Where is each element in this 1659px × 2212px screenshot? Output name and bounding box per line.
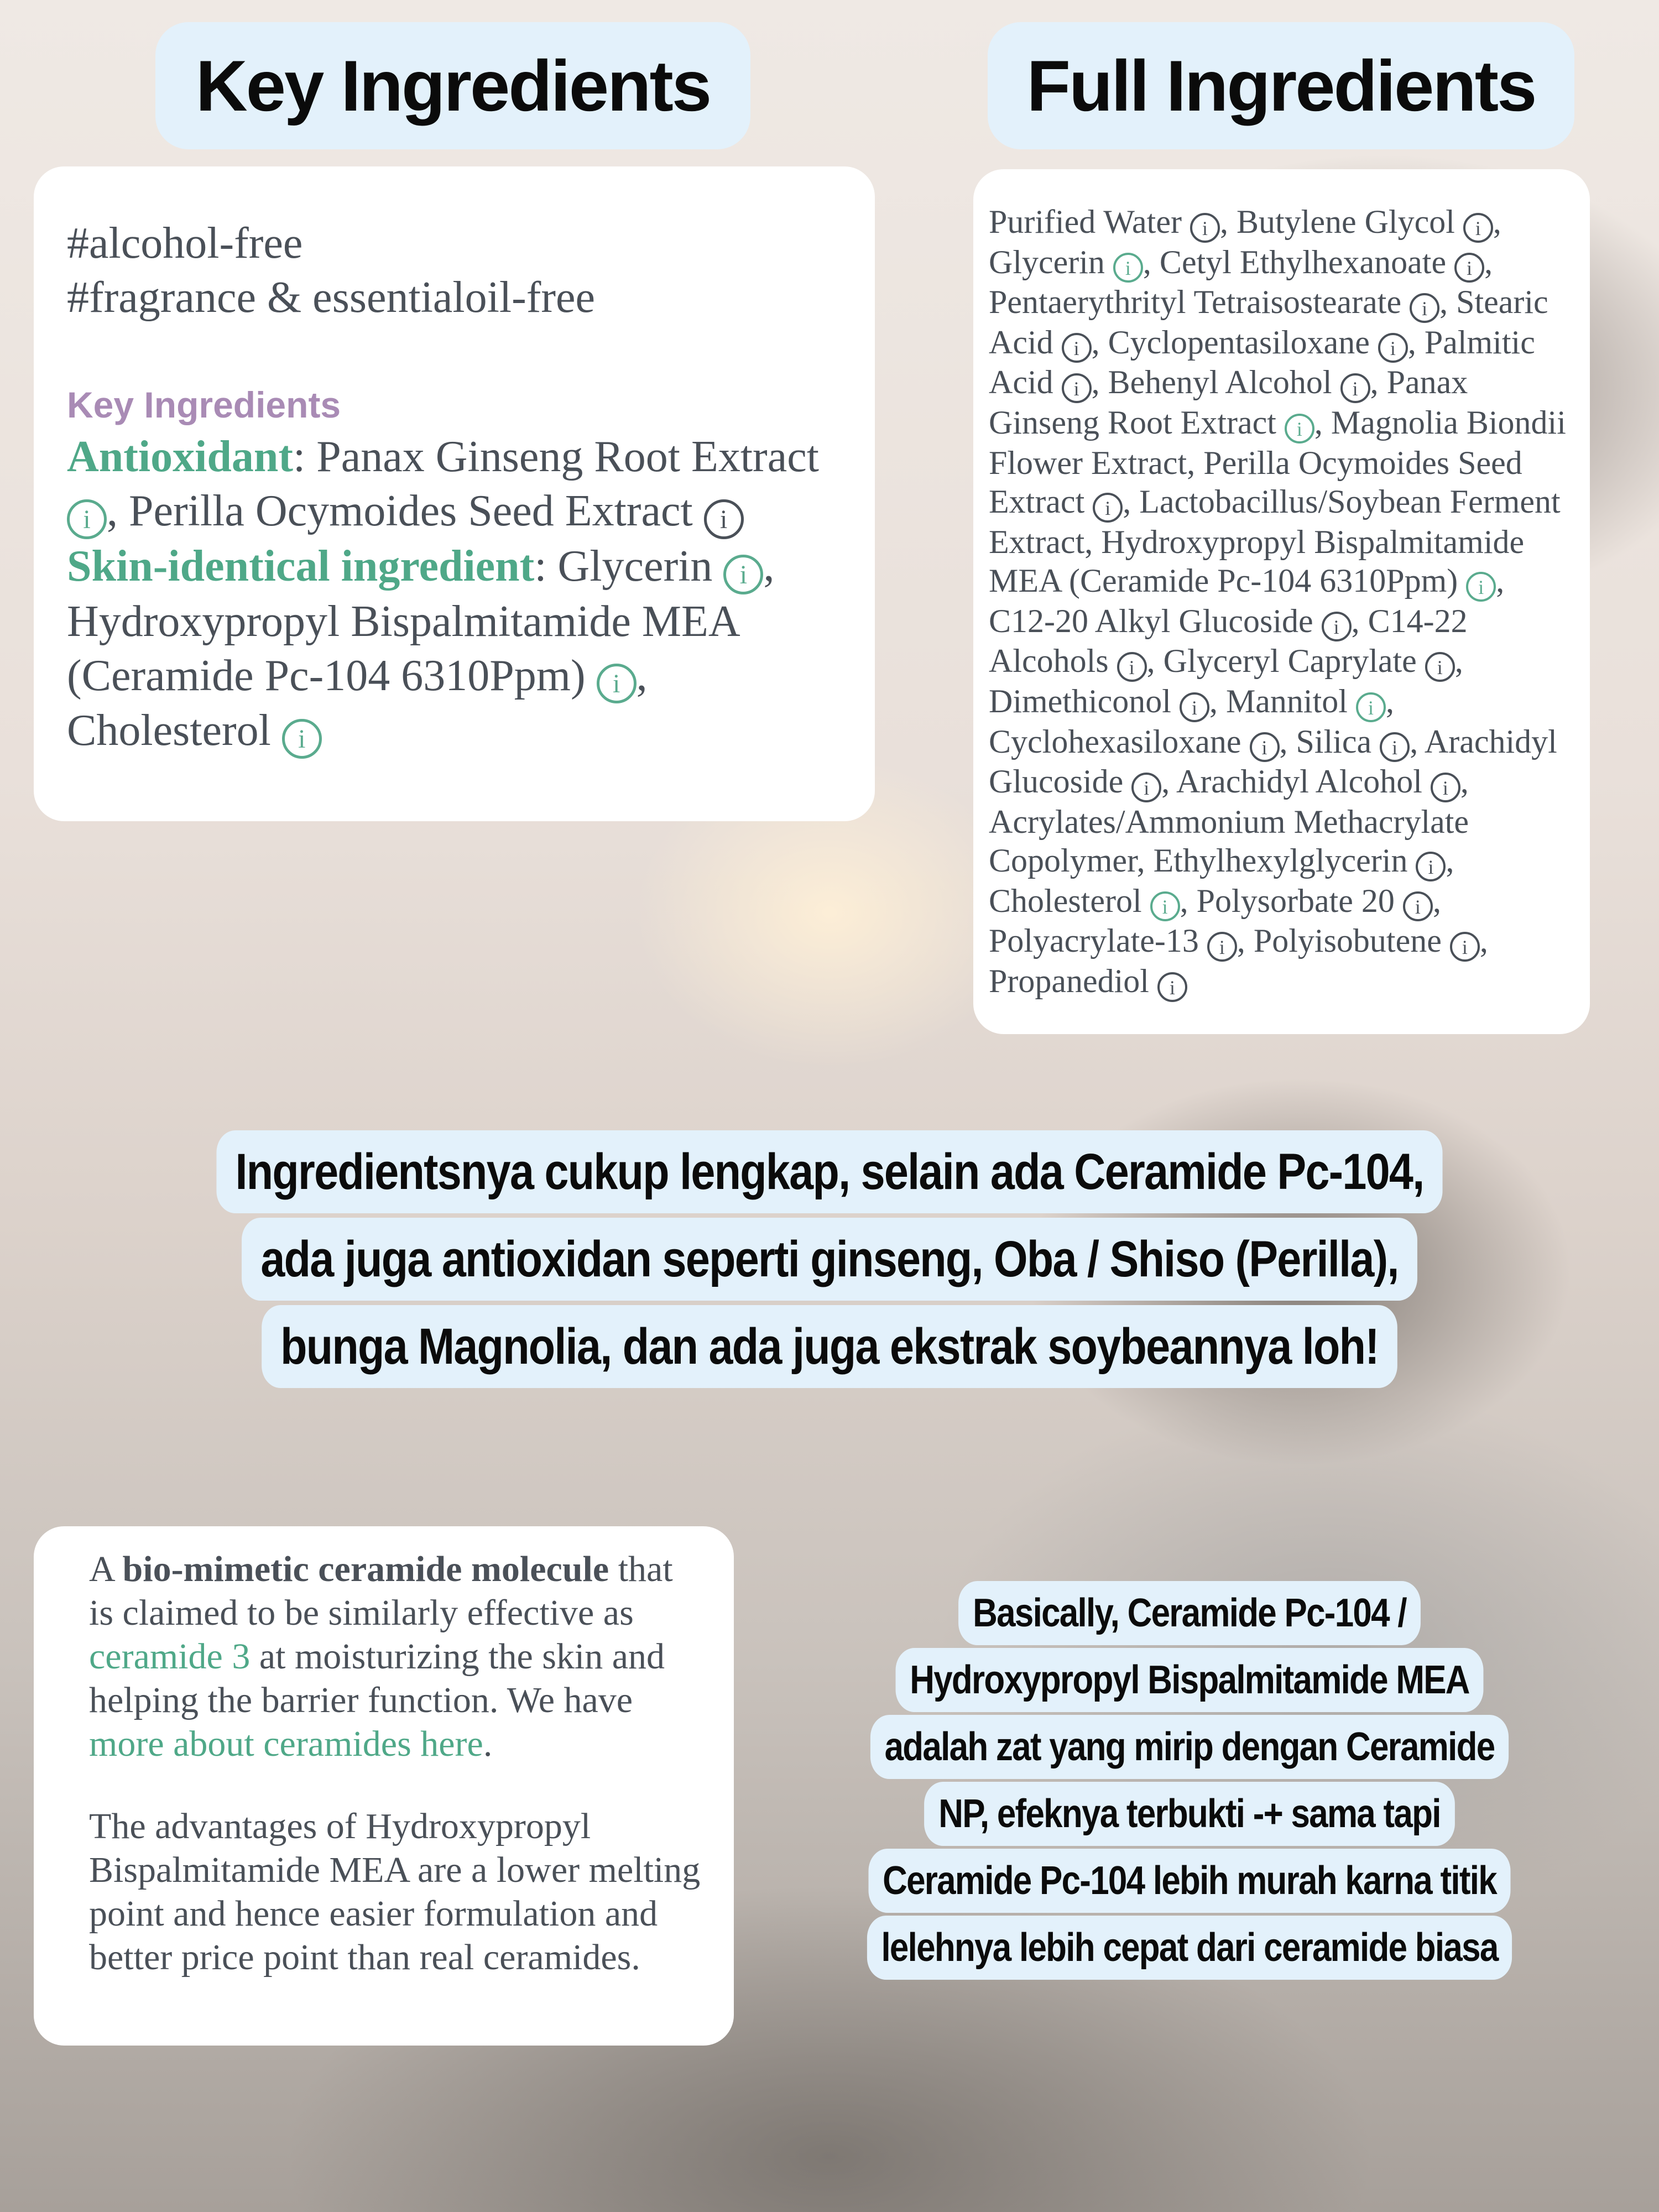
- antioxidant-group: Antioxidant: Panax Ginseng Root Extract i , Perilla Ocymoides Seed Extract i: [67, 430, 842, 539]
- full-ingredients-card: Purified Water i , Butylene Glycol i , Glycerin i , Cetyl Ethylhexanoate i , Pentaerythrityl Tetraisostearate i , Stearic Acid i , Cyclopentasiloxane i , Palmitic Acid i , Behenyl Alcohol i , Panax Ginseng Root Extract i , Magnolia Biondii Flower Extract, Perilla Ocymoides Seed Extract i , Lactobacillus/Soybean Ferment Extract, Hydroxypropyl Bispalmitamide MEA (Ceramide Pc-104 6310Ppm) i , C12-20 Alkyl Glucoside i , C14-22 Alcohols i , Glyceryl Caprylate i , Dimethiconol i , Mannitol i , Cyclohexasiloxane i , Silica i , Arachidyl Glucoside i , Arachidyl Alcohol i , Acrylates/Ammonium Methacrylate Copolymer, Ethylhexylglycerin i , Cholesterol i , Polysorbate 20 i , Polyacrylate-13 i , Polyisobutene i , Propanediol i: [973, 169, 1590, 1034]
- summary-banner: [116, 1128, 1543, 1390]
- ingredient-name: Silica: [1296, 723, 1372, 760]
- info-icon[interactable]: i: [1180, 692, 1209, 722]
- info-icon[interactable]: i: [1450, 932, 1480, 962]
- ingredient-name: Perilla Ocymoides Seed Extract: [989, 444, 1522, 520]
- ceramide-note: [816, 1580, 1563, 1981]
- info-icon[interactable]: i: [1340, 373, 1370, 403]
- info-icon[interactable]: i: [1356, 692, 1386, 722]
- info-icon[interactable]: i: [1466, 572, 1496, 602]
- ceramides-link[interactable]: more about ceramides here: [89, 1724, 483, 1764]
- full-ingredients-title: Full Ingredients: [988, 22, 1574, 149]
- note-line: Ceramide Pc-104 lebih murah karna titik: [868, 1849, 1510, 1913]
- note-line: Hydroxypropyl Bispalmitamide MEA: [895, 1648, 1483, 1712]
- info-icon[interactable]: i: [1378, 333, 1408, 363]
- info-icon[interactable]: i: [1380, 732, 1410, 762]
- section-label: Key Ingredients: [67, 384, 341, 425]
- key-ingredients-card: [34, 166, 875, 821]
- ingredient-name: Magnolia Biondii Flower Extract: [989, 404, 1566, 481]
- info-icon[interactable]: i: [1425, 652, 1455, 682]
- info-icon[interactable]: i: [597, 664, 637, 703]
- ingredient-name: Pentaerythrityl Tetraisostearate: [989, 284, 1402, 321]
- ingredient-name: Cholesterol: [67, 706, 271, 755]
- ingredient-name: Ethylhexylglycerin: [1153, 842, 1408, 879]
- ingredient-name: Palmitic Acid: [989, 324, 1535, 401]
- ingredient-name: Cyclohexasiloxane: [989, 723, 1241, 760]
- info-icon[interactable]: i: [1454, 253, 1484, 283]
- bold-text: bio-mimetic ceramide molecule: [122, 1549, 609, 1589]
- info-icon[interactable]: i: [704, 499, 744, 539]
- ingredient-name: Acrylates/Ammonium Methacrylate Copolymer: [989, 803, 1469, 879]
- description-paragraph: [89, 1547, 701, 1766]
- info-icon[interactable]: i: [1113, 253, 1143, 283]
- antioxidant-label: Antioxidant: [67, 432, 293, 481]
- info-icon[interactable]: i: [1062, 373, 1092, 403]
- ingredient-name: Glycerin: [557, 541, 713, 591]
- info-icon[interactable]: i: [1250, 732, 1280, 762]
- skin-identical-group: Skin-identical ingredient: Glycerin i , Hydroxypropyl Bispalmitamide MEA (Ceramide Pc-104 6310Ppm) i , Cholesterol i: [67, 539, 842, 759]
- ingredient-name: Hydroxypropyl Bispalmitamide MEA (Ceramide Pc-104 6310Ppm): [989, 523, 1525, 599]
- advantages-paragraph: The advantages of Hydroxypropyl Bispalmitamide MEA are a lower melting point and hence easier formulation and better price point than real ceramides.: [89, 1806, 701, 1978]
- info-icon[interactable]: i: [67, 499, 107, 539]
- info-icon[interactable]: i: [1207, 932, 1237, 962]
- ingredient-name: Stearic Acid: [989, 284, 1548, 361]
- info-icon[interactable]: i: [1157, 972, 1187, 1002]
- ingredient-name: Dimethiconol: [989, 682, 1171, 719]
- info-icon[interactable]: i: [1410, 293, 1439, 323]
- ingredient-name: Cholesterol: [989, 882, 1142, 919]
- ingredient-name: Mannitol: [1225, 682, 1348, 719]
- info-icon[interactable]: i: [1403, 891, 1433, 921]
- ingredient-name: Polyacrylate-13: [989, 922, 1199, 959]
- note-line: adalah zat yang mirip dengan Ceramide: [870, 1715, 1509, 1779]
- info-icon[interactable]: i: [282, 719, 322, 759]
- ingredient-name: Panax Ginseng Root Extract: [316, 432, 819, 481]
- ingredient-name: Polysorbate 20: [1196, 882, 1395, 919]
- ingredient-name: Cetyl Ethylhexanoate: [1159, 243, 1447, 280]
- ingredient-name: Glyceryl Caprylate: [1163, 643, 1417, 680]
- note-line: lelehnya lebih cepat dari ceramide biasa: [867, 1916, 1512, 1980]
- ingredient-name: Lactobacillus/Soybean Ferment Extract: [989, 483, 1561, 560]
- tag-alcohol-free: #alcohol-free: [67, 219, 303, 268]
- ingredient-name: Polyisobutene: [1253, 922, 1442, 959]
- note-line: Basically, Ceramide Pc-104 /: [958, 1581, 1420, 1645]
- ingredient-name: C14-22 Alcohols: [989, 602, 1468, 680]
- ingredient-name: Cyclopentasiloxane: [1108, 324, 1370, 361]
- tag-fragrance-free: #fragrance & essentialoil-free: [67, 273, 596, 322]
- ingredient-name: Perilla Ocymoides Seed Extract: [129, 487, 693, 535]
- ingredient-name: Glycerin: [989, 243, 1105, 280]
- ingredient-name: Butylene Glycol: [1236, 204, 1455, 240]
- info-icon[interactable]: i: [1463, 213, 1493, 243]
- text: that is claimed to be similarly effective as: [89, 1549, 673, 1633]
- banner-line: bunga Magnolia, dan ada juga ekstrak soybeannya loh!: [262, 1305, 1398, 1388]
- info-icon[interactable]: i: [1062, 333, 1092, 363]
- info-icon[interactable]: i: [1117, 652, 1147, 682]
- banner-line: Ingredientsnya cukup lengkap, selain ada Ceramide Pc-104,: [216, 1130, 1443, 1213]
- ingredient-name: Hydroxypropyl Bispalmitamide MEA (Ceramide Pc-104 6310Ppm): [67, 597, 738, 700]
- info-icon[interactable]: i: [723, 555, 763, 594]
- ingredient-name: C12-20 Alkyl Glucoside: [989, 602, 1313, 639]
- ingredient-name: Behenyl Alcohol: [1108, 364, 1332, 401]
- info-icon[interactable]: i: [1322, 612, 1352, 641]
- text: .: [483, 1724, 493, 1764]
- ceramide-description-card: [34, 1526, 734, 2046]
- info-icon[interactable]: i: [1093, 493, 1123, 523]
- ingredient-name: Arachidyl Alcohol: [1176, 763, 1422, 800]
- ingredient-name: Purified Water: [989, 204, 1182, 240]
- text: A: [89, 1549, 123, 1589]
- info-icon[interactable]: i: [1131, 773, 1161, 802]
- info-icon[interactable]: i: [1285, 414, 1314, 444]
- ingredient-name: Arachidyl Glucoside: [989, 723, 1557, 800]
- key-ingredients-title: Key Ingredients: [155, 22, 750, 149]
- info-icon[interactable]: i: [1150, 891, 1180, 921]
- ingredient-name: Propanediol: [989, 963, 1149, 999]
- note-line: NP, efeknya terbukti -+ sama tapi: [924, 1782, 1454, 1846]
- info-icon[interactable]: i: [1431, 773, 1460, 802]
- info-icon[interactable]: i: [1416, 852, 1446, 881]
- info-icon[interactable]: i: [1190, 213, 1220, 243]
- text: at moisturizing the skin and helping the barrier function. We have: [89, 1636, 665, 1720]
- banner-line: ada juga antioxidan seperti ginseng, Oba / Shiso (Perilla),: [242, 1218, 1417, 1301]
- skin-identical-label: Skin-identical ingredient: [67, 541, 535, 591]
- ceramide-3-link[interactable]: ceramide 3: [89, 1636, 251, 1677]
- ingredient-name: Panax Ginseng Root Extract: [989, 364, 1468, 441]
